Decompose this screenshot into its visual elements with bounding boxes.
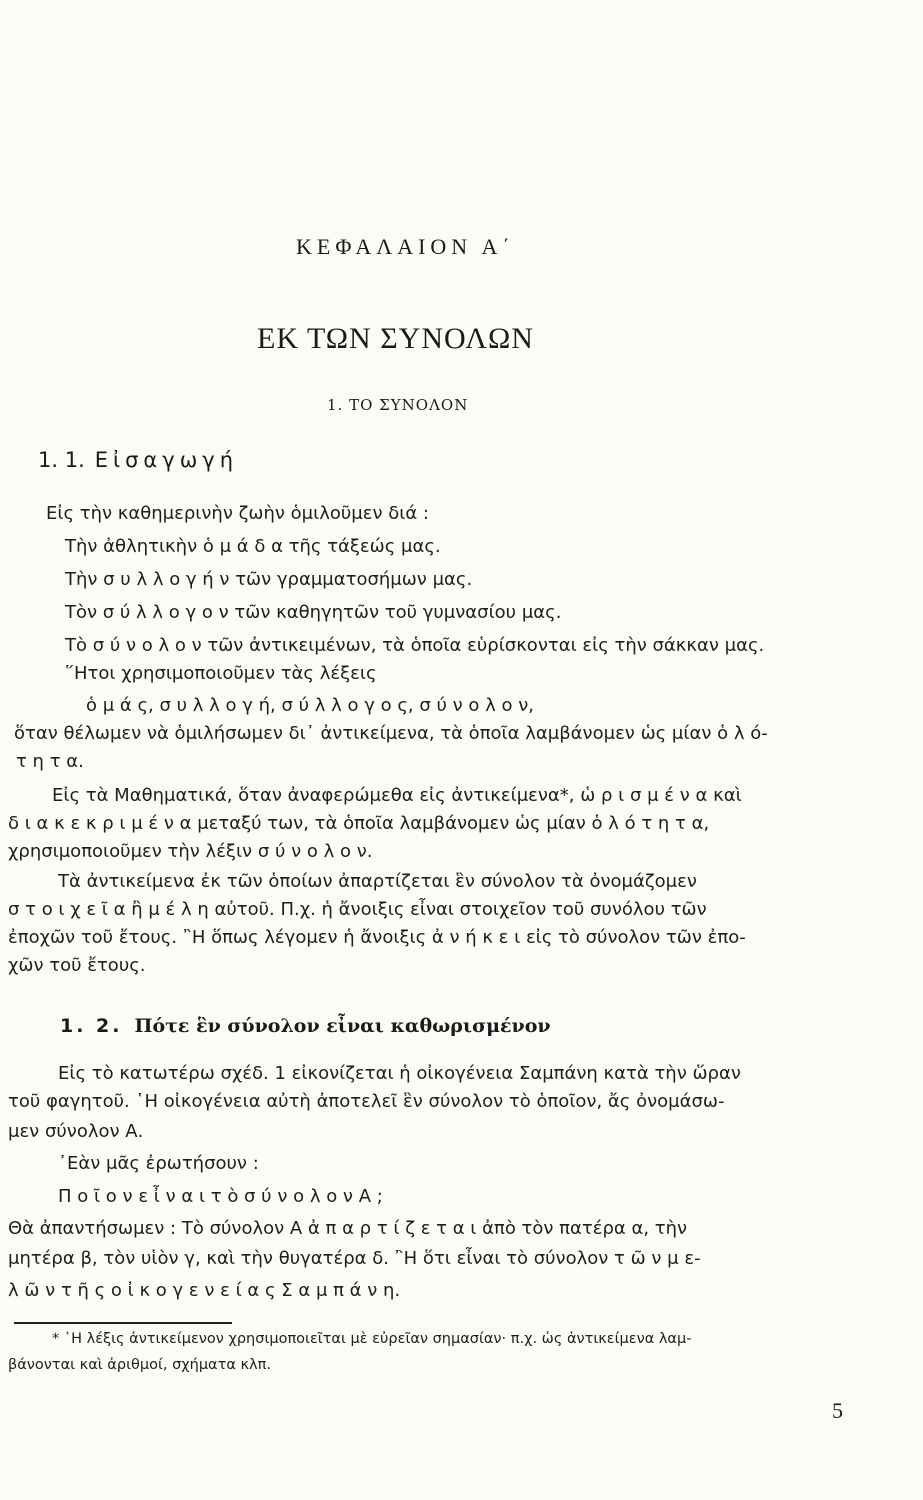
subsection-number: 1. 1.	[38, 448, 85, 472]
chapter-heading: ΚΕΦΑΛΑΙΟΝ Α΄	[296, 234, 515, 259]
text-line: ἐποχῶν τοῦ ἔτους. ῍Η ὅπως λέγομεν ἡ ἄνοιξις ἀ ν ή κ ε ι εἰς τὸ σύνολον τῶν ἐπο-	[8, 927, 746, 948]
text-line: σ τ ο ι χ ε ῖ α ἢ μ έ λ η αὐτοῦ. Π.χ. ἡ ἄνοιξις εἶναι στοιχεῖον τοῦ συνόλου τῶν	[8, 899, 707, 920]
footnote-line: * ῾Η λέξις ἀντικείμενον χρησιμοποιεῖται μὲ εὐρεῖαν σημασίαν· π.χ. ὡς ἀντικείμενα λαμ-	[52, 1331, 692, 1347]
text-line: Τὴν ἀθλητικὴν ὁ μ ά δ α τῆς τάξεώς μας.	[65, 536, 441, 557]
text-line: δ ι α κ ε κ ρ ι μ έ ν α μεταξύ των, τὰ ὁποῖα λαμβάνομεν ὡς μίαν ὁ λ ό τ η τ α,	[8, 813, 710, 834]
text-line: ῞Ητοι χρησιμοποιοῦμεν τὰς λέξεις	[65, 663, 377, 684]
subsection-title: Εἰσαγωγή	[94, 448, 239, 472]
page-number: 5	[832, 1398, 843, 1423]
footnote-rule	[14, 1322, 232, 1324]
text-line: χρησιμοποιοῦμεν τὴν λέξιν σ ύ ν ο λ ο ν.	[8, 841, 373, 862]
text-line: ᾽Εὰν μᾶς ἐρωτήσουν :	[58, 1153, 259, 1174]
text-line: Εἰς τὰ Μαθηματικά, ὅταν ἀναφερώμεθα εἰς ἀντικείμενα*, ὡ ρ ι σ μ έ ν α καὶ	[52, 785, 742, 806]
text-line: Τὰ ἀντικείμενα ἐκ τῶν ὁποίων ἀπαρτίζεται ἓν σύνολον τὰ ὀνομάζομεν	[58, 871, 697, 892]
subsection-heading-intro	[38, 448, 238, 472]
footnote-line: βάνονται καὶ ἀριθμοί, σχήματα κλπ.	[8, 1357, 271, 1373]
text-line: ὅταν θέλωμεν νὰ ὁμιλήσωμεν δι᾽ ἀντικείμενα, τὰ ὁποῖα λαμβάνομεν ὡς μίαν ὁ λ ό-	[14, 723, 768, 744]
text-line: Εἰς τὴν καθημερινὴν ζωὴν ὁμιλοῦμεν διά :	[46, 503, 430, 524]
text-line: ὁ μ ά ς, σ υ λ λ ο γ ή, σ ύ λ λ ο γ ο ς, σ ύ ν ο λ ο ν,	[86, 695, 535, 716]
text-line: Εἰς τὸ κατωτέρω σχέδ. 1 εἰκονίζεται ἡ οἰκογένεια Σαμπάνη κατὰ τὴν ὥραν	[58, 1063, 741, 1084]
text-line: λ ῶ ν τ ῆ ς ο ἰ κ ο γ ε ν ε ί α ς Σ α μ π ά ν η.	[8, 1280, 401, 1301]
subsection-heading-definition	[60, 1015, 551, 1037]
text-line: χῶν τοῦ ἔτους.	[8, 955, 146, 976]
part-title: ΕΚ ΤΩΝ ΣΥΝΟΛΩΝ	[257, 322, 534, 355]
text-line: Τὸ σ ύ ν ο λ ο ν τῶν ἀντικειμένων, τὰ ὁποῖα εὑρίσκονται εἰς τὴν σάκκαν μας.	[65, 635, 765, 656]
text-line: Τὴν σ υ λ λ ο γ ή ν τῶν γραμματοσήμων μας.	[65, 569, 473, 590]
text-line: Π ο ῖ ο ν ε ἶ ν α ι τ ὸ σ ύ ν ο λ ο ν Α ;	[58, 1186, 383, 1207]
text-line: τοῦ φαγητοῦ. ῾Η οἰκογένεια αὐτὴ ἀποτελεῖ ἓν σύνολον τὸ ὁποῖον, ἄς ὀνομάσω-	[8, 1091, 725, 1112]
text-line: Τὸν σ ύ λ λ ο γ ο ν τῶν καθηγητῶν τοῦ γυμνασίου μας.	[65, 602, 562, 623]
subsection-number: 1. 2.	[60, 1015, 123, 1037]
text-line: τ η τ α.	[16, 751, 84, 772]
text-line: μεν σύνολον Α.	[8, 1121, 144, 1142]
text-line: Θὰ ἀπαντήσωμεν : Τὸ σύνολον Α ἀ π α ρ τ ί ζ ε τ α ι ἀπὸ τὸν πατέρα α, τὴν	[8, 1218, 688, 1239]
text-line: μητέρα β, τὸν υἱὸν γ, καὶ τὴν θυγατέρα δ. ῍Η ὅτι εἶναι τὸ σύνολον τ ῶ ν μ ε-	[8, 1248, 701, 1269]
section-title: 1. ΤΟ ΣΥΝΟΛΟΝ	[327, 396, 469, 414]
subsection-title: Πότε ἓν σύνολον εἶναι καθωρισμένον	[134, 1015, 551, 1037]
